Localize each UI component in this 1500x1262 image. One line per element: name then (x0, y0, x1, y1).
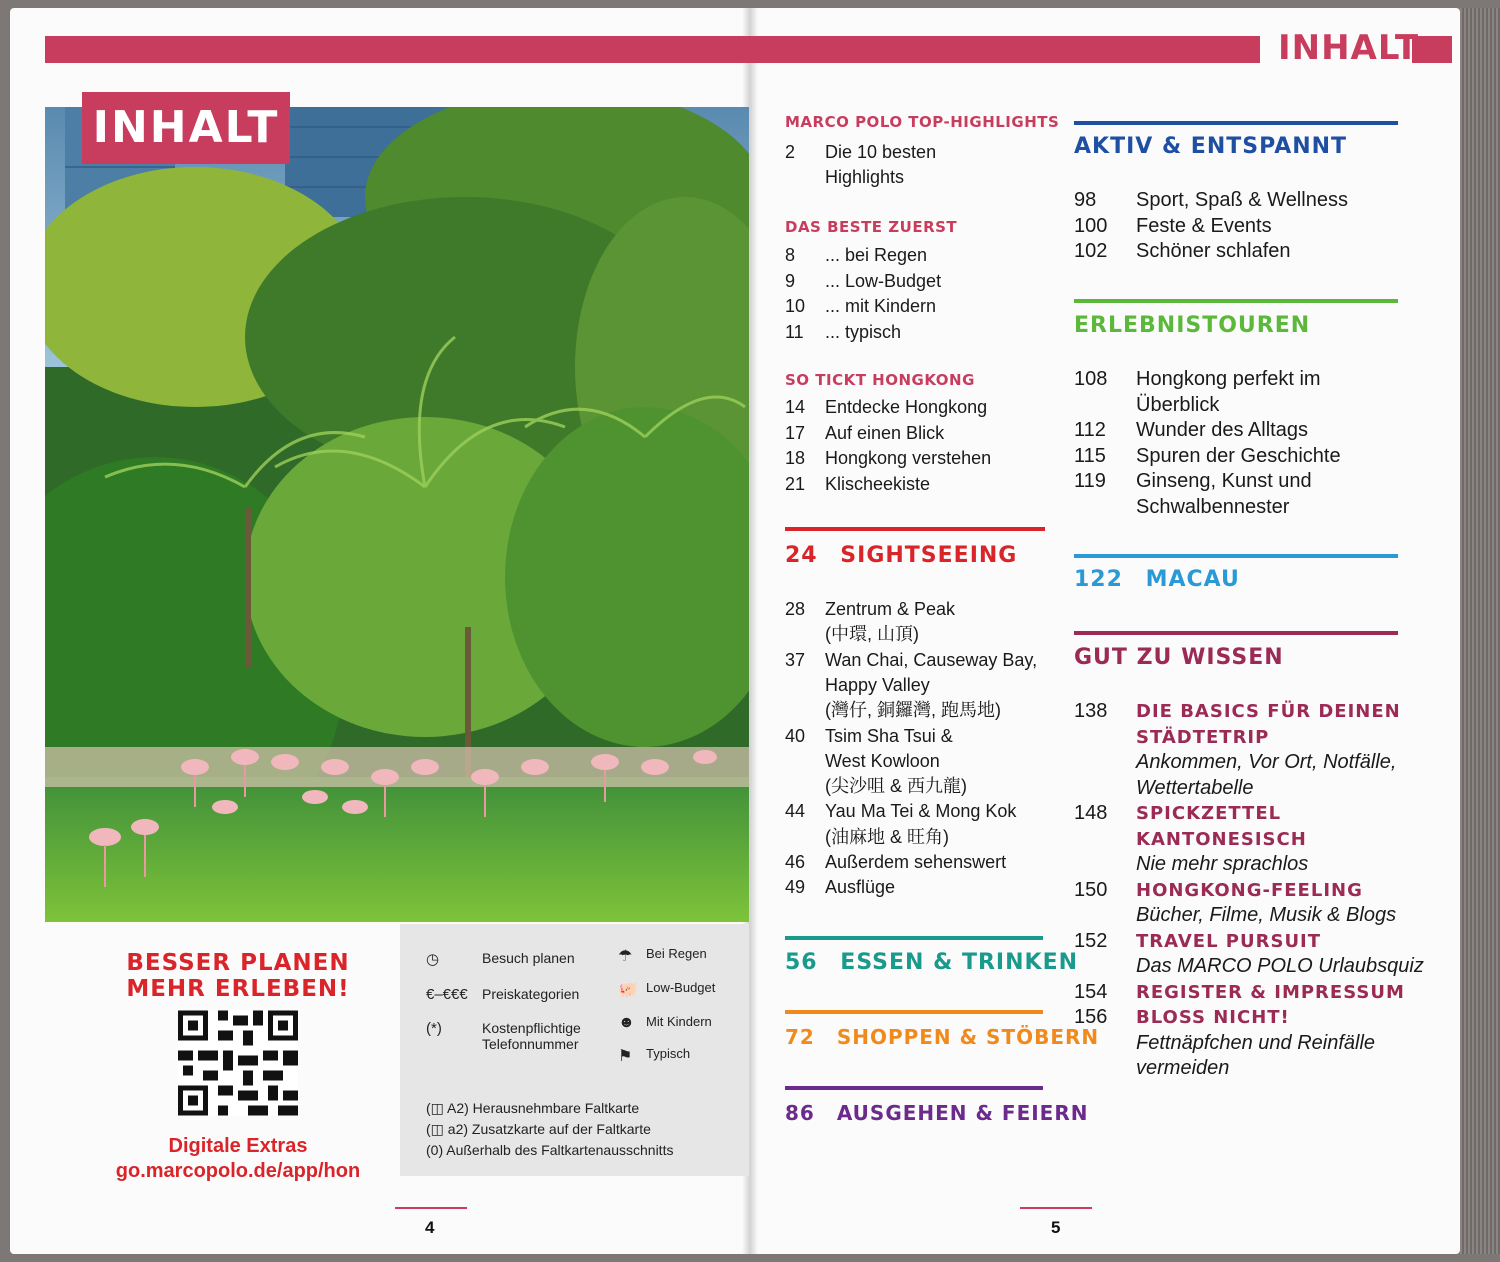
qr-code-icon[interactable] (178, 1010, 298, 1116)
toc-entry-title: BLOSS NICHT! (1136, 1007, 1290, 1028)
page-number-rule (395, 1207, 467, 1209)
toc-page-number: 102 (1074, 240, 1108, 262)
toc-entry-title: ... typisch (825, 321, 902, 342)
toc-entry-title: Sport, Spaß & Wellness (1136, 189, 1348, 211)
umbrella-icon: ☂ (618, 948, 633, 965)
toc-entry-title: (中環, 山頂) (825, 624, 919, 645)
macau-rule (1074, 554, 1398, 558)
toc-page-number: 8 (785, 245, 796, 265)
header-title: INHALT (1278, 28, 1420, 68)
toc-entry-title: (尖沙咀 & 西九龍) (825, 776, 967, 797)
toc-entry-title: Tsim Sha Tsui & (825, 725, 953, 746)
essen-rule (785, 936, 1043, 940)
legend-item-plan (426, 950, 575, 968)
toc-page-number: 46 (785, 852, 806, 872)
promo-block (100, 950, 376, 1183)
toc-entry-title: Außerdem sehenswert (825, 852, 1007, 872)
legend-label: Bei Regen (646, 946, 707, 961)
page-number-right: 5 (1051, 1218, 1061, 1237)
section-touren[interactable]: ERLEBNISTOUREN (1074, 313, 1311, 338)
open-book: INHALT INHALT BESSER PLANEN MEHR ERLEBEN! Digitale Extras go.marcopolo.de/app/hon ◷ Besuch planen €–€€€ Preiskategorien (*) Kostenpflichtige Telefonnummer ☂ Bei Regen 🐖 Low-Budget ☻ Mit Kindern ⚑ Typisch (◫ A2) Herausnehmbare Faltkarte (◫ a2) Zusatzkarte auf der Faltkarte (0) Außerhalb des Faltkartenausschnitts 4 5 MARCO POLO TOP-HIGHLIGHTS 2 Die 10 besten Highlights DAS BESTE ZUERST 8 ... bei Regen 9 ... Low-Budget 10 ... mit Kindern 11 ... typisch SO TICKT HONGKONG 14 Entdecke Hongkong 17 Auf einen Blick 18 Hongkong verstehen 21 Klischeekiste 24 SIGHTSEEING 28 Zentrum & Peak (中環, 山頂) 37 Wan Chai, Causeway Bay, Happy Valley (灣仔, 銅鑼灣, 跑馬地) 40 Tsim Sha Tsui & West Kowloon (尖沙咀 & 西九龍) 44 Yau Ma Tei & Mong Kok (油麻地 & 旺角) 46 Außerdem sehenswert 49 Ausflüge 56 ESSEN & TRINKEN 72 SHOPPEN & STÖBERN 86 AUSGEHEN & FEIERN AKTIV & ENTSPANNT 98 Sport, Spaß & Wellness 100 Feste & Events 102 Schöner schlafen ERLEBNISTOUREN 108 Hongkong perfekt im Überblick 112 Wunder des Alltags 115 Spuren der Geschichte 119 Ginseng, Kunst und Schwalbennester 122 MACAU GUT ZU WISSEN 138 DIE BASICS FÜR DEINEN STÄDTETRIP Ankommen, Vor Ort, Notfälle, Wettertabelle 148 SPICKZETTEL KANTONESISCH Nie mehr sprachlos 150 HONGKONG-FEELING Bücher, Filme, Musik & Blogs 152 TRAVEL PURSUIT Das MARCO POLO Urlaubsquiz 154 REGISTER & IMPRESSUM 156 BLOSS NICHT! Fettnäpfchen und Reinfälle vermeiden (0, 0, 1500, 1262)
toc-entry-title: Wunder des Alltags (1136, 419, 1308, 441)
legend-item-phone (426, 1020, 626, 1052)
toc-entry-title: Nie mehr sprachlos (1136, 853, 1309, 875)
toc-entry-title: DIE BASICS FÜR DEINEN (1136, 701, 1401, 722)
section-wissen[interactable]: GUT ZU WISSEN (1074, 645, 1284, 670)
header-bar (45, 36, 1260, 63)
toc-entry-title: Zentrum & Peak (825, 599, 956, 619)
toc-entry-title: Ginseng, Kunst und (1136, 470, 1312, 492)
asterisk-symbol: (*) (426, 1020, 442, 1037)
piggy-bank-icon: 🐖 (618, 982, 638, 999)
toc-entry-title: (油麻地 & 旺角) (825, 826, 949, 847)
page-number-left: 4 (425, 1218, 435, 1237)
toc-page-number: 138 (1074, 700, 1108, 722)
section-ausgehen[interactable]: 86 AUSGEHEN & FEIERN (785, 1101, 1089, 1125)
toc-entry-title: ... mit Kindern (825, 296, 937, 316)
section-beste-zuerst: DAS BESTE ZUERST (785, 218, 958, 236)
toc-entry-title: Fettnäpfchen und Reinfälle (1136, 1031, 1376, 1054)
clock-icon: ◷ (426, 951, 440, 968)
toc-entry-title: ... bei Regen (825, 245, 928, 265)
sightseeing-rule (785, 527, 1045, 531)
toc-entry-title: Entdecke Hongkong (825, 397, 988, 417)
toc-entry-title: Wan Chai, Causeway Bay, (825, 649, 1038, 670)
toc-entry-title: Schwalbennester (1136, 495, 1290, 518)
section-shoppen[interactable]: 72 SHOPPEN & STÖBERN (785, 1025, 1100, 1049)
toc-page-number: 148 (1074, 802, 1108, 824)
toc-entry-title: Hongkong verstehen (825, 448, 992, 468)
toc-entry-title: Feste & Events (1136, 214, 1272, 237)
toc-entry-title: HONGKONG-FEELING (1136, 879, 1363, 901)
page-number-rule (1020, 1207, 1092, 1209)
aktiv-rule (1074, 121, 1398, 125)
legend-label: Typisch (646, 1046, 691, 1061)
toc-entry-title: Ausflüge (825, 877, 896, 898)
toc-entry-title: Bücher, Filme, Musik & Blogs (1136, 904, 1397, 926)
toc-entry-title: Ankommen, Vor Ort, Notfälle, (1136, 751, 1397, 773)
toc-entry-title: vermeiden (1136, 1057, 1230, 1079)
touren-rule (1074, 299, 1398, 303)
section-top-highlights: MARCO POLO TOP-HIGHLIGHTS (785, 113, 1060, 131)
legend-label: Mit Kindern (646, 1014, 712, 1029)
promo-line2: MEHR ERLEBEN! (126, 976, 350, 1002)
section-aktiv[interactable]: AKTIV & ENTSPANNT (1074, 134, 1348, 159)
toc-page-number: 37 (785, 649, 806, 670)
toc-entry-title: Wettertabelle (1136, 776, 1254, 799)
page-edges (1460, 8, 1500, 1254)
legend-label: Besuch planen (482, 950, 575, 966)
toc-page-number: 108 (1074, 368, 1108, 390)
toc-page-number: 98 (1074, 189, 1097, 211)
legend-label: Low-Budget (646, 980, 716, 995)
legend-label: Kostenpflichtige Telefonnummer (482, 1020, 581, 1052)
legend-note: (◫ A2) Herausnehmbare Faltkarte (426, 1100, 640, 1116)
toc-page-number: 119 (1074, 470, 1106, 492)
toc-entry-title: Happy Valley (825, 674, 930, 695)
section-essen[interactable]: 56 ESSEN & TRINKEN (785, 950, 1079, 975)
toc-entry-title: Klischeekiste (825, 473, 931, 494)
toc-entry-title: Hongkong perfekt im (1136, 368, 1321, 390)
legend-icon-typical (618, 1046, 690, 1066)
kids-icon: ☻ (618, 1014, 635, 1031)
toc-entry-title: Auf einen Blick (825, 422, 945, 443)
toc-page-number: 17 (785, 422, 806, 443)
toc-entry-title: Spuren der Geschichte (1136, 444, 1341, 467)
legend-note: (0) Außerhalb des Faltkartenausschnitts (426, 1142, 674, 1158)
toc-page-number: 11 (785, 321, 804, 342)
toc-entry-title: (灣仔, 銅鑼灣, 跑馬地) (825, 700, 1001, 721)
wissen-rule (1074, 631, 1398, 635)
legend-box (400, 924, 749, 1176)
legend-item-price (426, 986, 579, 1003)
toc-page-number: 156 (1074, 1006, 1108, 1028)
toc-page-number: 49 (785, 877, 806, 898)
legend-note: (◫ a2) Zusatzkarte auf der Faltkarte (426, 1121, 651, 1137)
inhalt-label: INHALT (82, 92, 290, 164)
toc-page-number: 21 (785, 473, 806, 494)
digital-extras-label: Digitale Extras (168, 1135, 308, 1157)
toc-page-number: 40 (785, 725, 806, 746)
legend-icon-kids (618, 1014, 712, 1032)
toc-entry-title: Schöner schlafen (1136, 240, 1291, 262)
section-sightseeing[interactable]: 24 SIGHTSEEING (785, 543, 1018, 568)
toc-page-number: 112 (1074, 419, 1106, 441)
ausgehen-rule (785, 1086, 1043, 1090)
legend-icon-rain (618, 946, 707, 966)
price-symbol: €–€€€ (426, 986, 468, 1003)
section-so-tickt: SO TICKT HONGKONG (785, 371, 975, 389)
park-flamingo-photo (45, 107, 749, 922)
flag-icon: ⚑ (618, 1048, 633, 1065)
toc-entry-title: ... Low-Budget (825, 270, 942, 291)
toc-page-number: 18 (785, 448, 806, 468)
toc-page-number: 28 (785, 599, 806, 619)
app-url-link[interactable]: go.marcopolo.de/app/hon (115, 1160, 361, 1182)
toc-page-number: 44 (785, 801, 806, 822)
toc-entry-title: Das MARCO POLO Urlaubsquiz (1136, 955, 1424, 977)
toc-entry-title: STÄDTETRIP (1136, 726, 1270, 748)
toc-page-number: 152 (1074, 929, 1108, 952)
toc-entry-title: KANTONESISCH (1136, 828, 1307, 850)
toc-entry-title: West Kowloon (825, 750, 940, 771)
legend-icon-budget (618, 980, 715, 1000)
toc-page-number: 9 (785, 270, 796, 291)
toc-page-number: 154 (1074, 980, 1108, 1003)
promo-line1: BESSER PLANEN (126, 950, 350, 976)
toc-entry-title: SPICKZETTEL (1136, 803, 1282, 824)
toc-page-number: 100 (1074, 214, 1108, 237)
shoppen-rule (785, 1010, 1043, 1014)
legend-label: Preiskategorien (482, 986, 580, 1002)
toc-entry-title: TRAVEL PURSUIT (1136, 930, 1322, 952)
section-macau[interactable]: 122 MACAU (1074, 567, 1240, 592)
toc-page-number: 150 (1074, 878, 1108, 901)
toc-page-number: 115 (1074, 444, 1106, 467)
toc-page-number: 10 (785, 296, 806, 316)
toc-entry-title: Überblick (1136, 393, 1220, 416)
toc-page-number: 14 (785, 397, 806, 417)
toc-entry-title: Yau Ma Tei & Mong Kok (825, 801, 1017, 822)
toc-entry-title: REGISTER & IMPRESSUM (1136, 981, 1405, 1003)
